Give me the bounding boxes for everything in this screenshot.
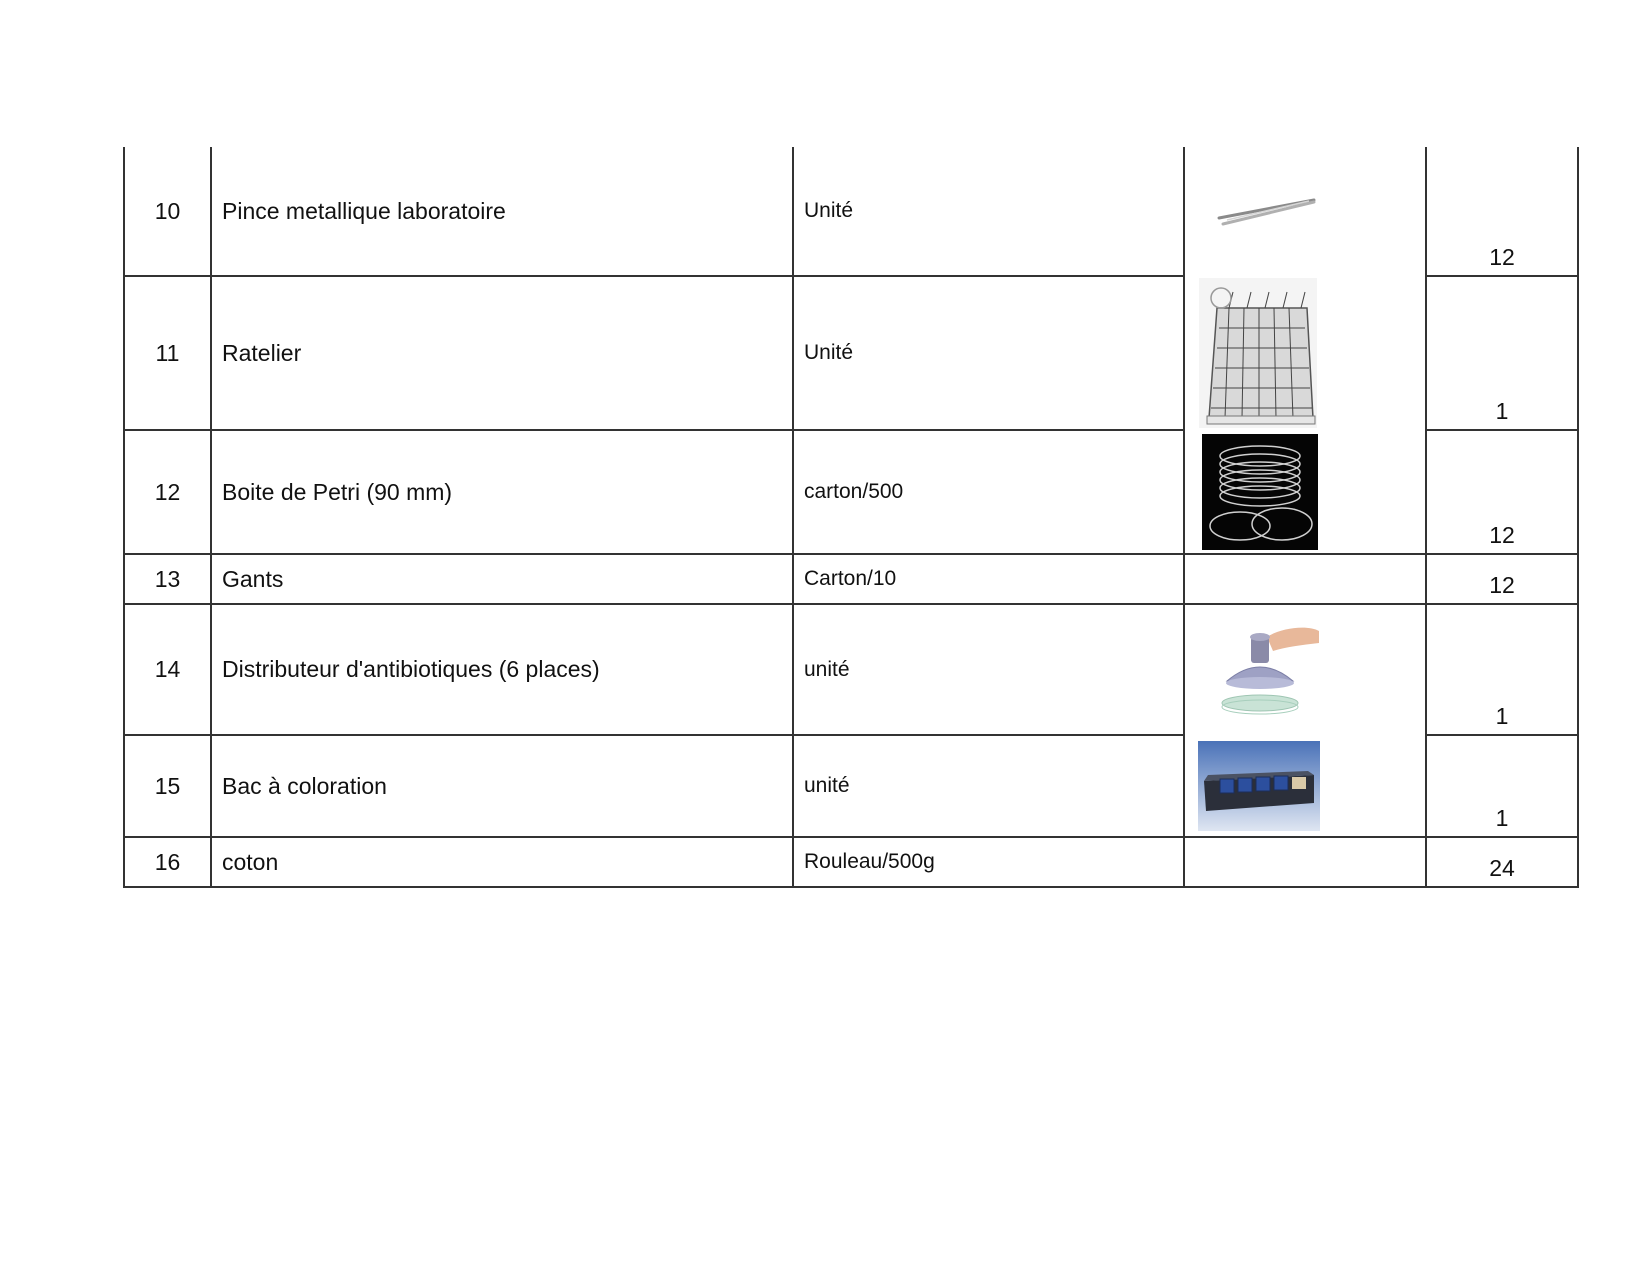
item-picture-cell: [1184, 147, 1426, 276]
item-unit: unité: [793, 735, 1184, 837]
item-name: Boite de Petri (90 mm): [211, 430, 793, 554]
item-name: Gants: [211, 554, 793, 604]
item-name: Ratelier: [211, 276, 793, 430]
item-quantity: 24: [1426, 837, 1578, 887]
row-number: 11: [124, 276, 211, 430]
row-number: 10: [124, 147, 211, 276]
item-quantity: 12: [1426, 147, 1578, 276]
table-row: [124, 276, 1578, 430]
item-quantity: 12: [1426, 430, 1578, 554]
table-row: [124, 147, 1578, 276]
item-picture-cell: [1184, 430, 1426, 554]
row-number: 16: [124, 837, 211, 887]
item-unit: carton/500: [793, 430, 1184, 554]
item-unit: Carton/10: [793, 554, 1184, 604]
item-quantity: 1: [1426, 735, 1578, 837]
table-row: [124, 837, 1578, 887]
petri-dishes-image: [1202, 434, 1318, 550]
item-unit: Unité: [793, 147, 1184, 276]
antibiotic-dispenser-image: [1197, 623, 1321, 718]
item-picture-cell: [1184, 735, 1426, 837]
item-picture-cell: [1184, 276, 1426, 430]
equipment-table: [123, 147, 1579, 888]
staining-tray-image: [1198, 741, 1320, 831]
drying-rack-image: [1199, 278, 1317, 428]
item-unit: unité: [793, 604, 1184, 735]
item-picture-cell: [1184, 604, 1426, 735]
tweezers-image: [1199, 182, 1319, 242]
item-picture-cell: [1184, 837, 1426, 887]
row-number: 15: [124, 735, 211, 837]
item-name: Pince metallique laboratoire: [211, 147, 793, 276]
row-number: 12: [124, 430, 211, 554]
row-number: 14: [124, 604, 211, 735]
item-picture-cell: [1184, 554, 1426, 604]
item-name: Distributeur d'antibiotiques (6 places): [211, 604, 793, 735]
table-row: [124, 430, 1578, 554]
item-quantity: 12: [1426, 554, 1578, 604]
item-unit: Rouleau/500g: [793, 837, 1184, 887]
table-row: [124, 735, 1578, 837]
row-number: 13: [124, 554, 211, 604]
item-unit: Unité: [793, 276, 1184, 430]
item-quantity: 1: [1426, 604, 1578, 735]
table-row: [124, 604, 1578, 735]
item-name: Bac à coloration: [211, 735, 793, 837]
table-row: [124, 554, 1578, 604]
item-quantity: 1: [1426, 276, 1578, 430]
item-name: coton: [211, 837, 793, 887]
